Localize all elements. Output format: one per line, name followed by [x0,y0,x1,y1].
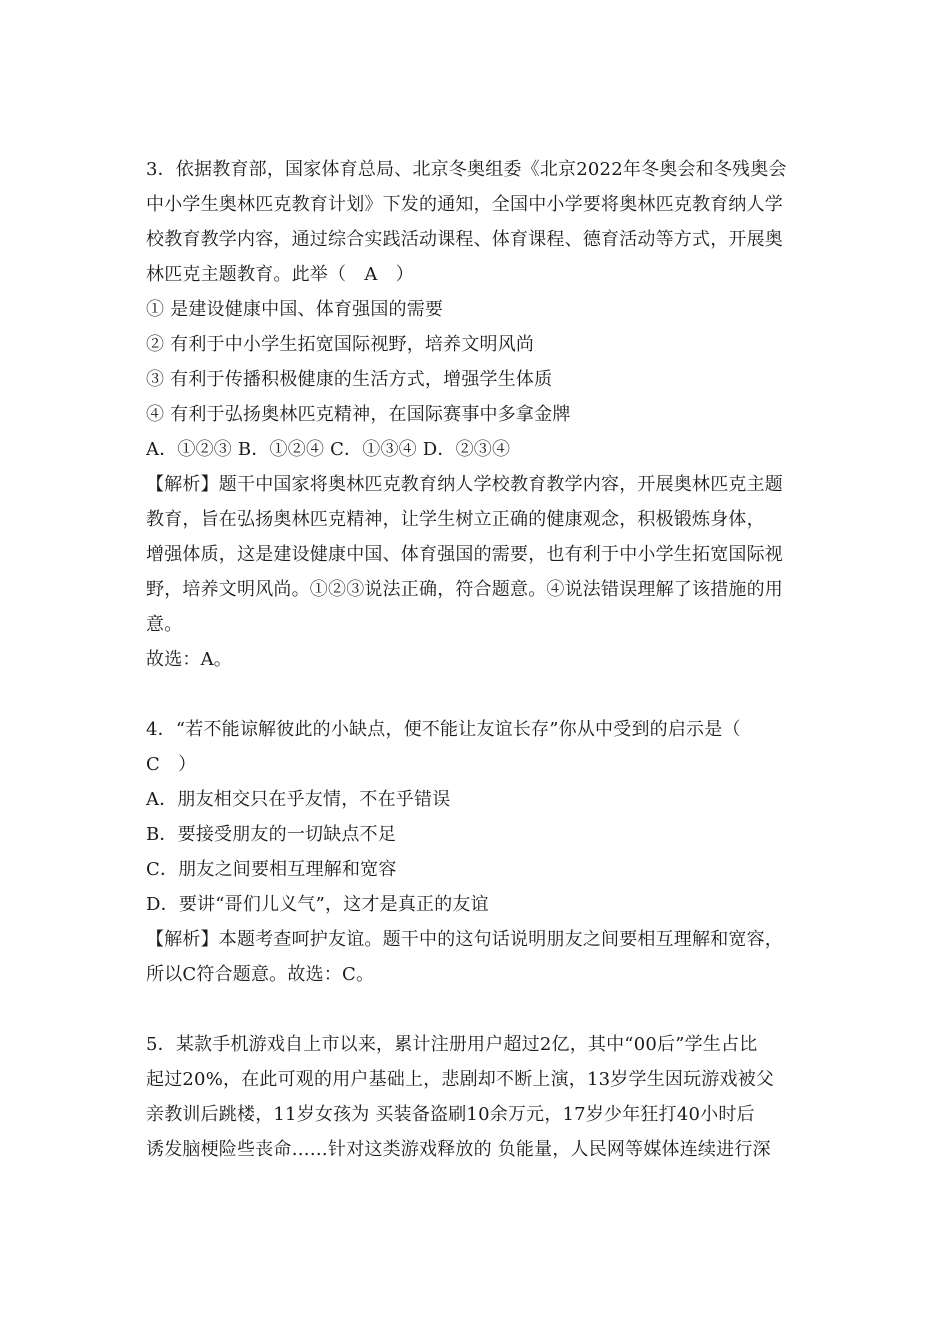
question-5-line-4: 诱发脑梗险些丧命……针对这类游戏释放的 负能量，人民网等媒体连续进行深 [146,1139,771,1160]
question-5 [146,1027,814,1167]
question-3-line-4: 林匹克主题教育。此举（ A ） [146,264,414,285]
question-3-analysis-line-4: 野，培养文明风尚。①②③说法正确，符合题意。④说法错误理解了该措施的用 [146,579,783,600]
question-4-analysis-line-2: 所以C符合题意。故选：C。 [146,964,375,985]
question-3-statement-3: ③ 有利于传播积极健康的生活方式，增强学生体质 [146,369,553,390]
question-3-statement-2: ② 有利于中小学生拓宽国际视野，培养文明风尚 [146,334,535,355]
question-4-option-a: A．朋友相交只在乎友情，不在乎错误 [146,789,451,810]
question-4-option-c: C．朋友之间要相互理解和宽容 [146,859,397,880]
question-5-line-2: 起过20%，在此可观的用户基础上，悲剧却不断上演，13岁学生因玩游戏被父 [146,1069,775,1090]
question-5-line-1: 5．某款手机游戏自上市以来，累计注册用户超过2亿，其中“00后”学生占比 [146,1034,758,1055]
question-3-line-3: 校教育教学内容，通过综合实践活动课程、体育课程、德育活动等方式，开展奥 [146,229,783,250]
question-spacer [146,677,814,712]
question-3-analysis-line-2: 教育，旨在弘扬奥林匹克精神，让学生树立正确的健康观念，积极锻炼身体， [146,509,765,530]
question-4-option-b: B．要接受朋友的一切缺点不足 [146,824,397,845]
question-spacer [146,992,814,1027]
question-4-line-2: C ） [146,754,197,775]
question-4-line-1: 4．“若不能谅解彼此的小缺点，便不能让友谊长存”你从中受到的启示是（ [146,719,741,740]
question-3-answer: 故选：A。 [146,649,232,670]
question-5-line-3: 亲教训后跳楼，11岁女孩为 买装备盗刷10余万元，17岁少年狂打40小时后 [146,1104,755,1125]
question-4 [146,712,814,992]
question-3-line-1: 3．依据教育部，国家体育总局、北京冬奥组委《北京2022年冬奥会和冬残奥会 [146,159,787,180]
question-3 [146,152,814,677]
question-3-statement-1: ① 是建设健康中国、体育强国的需要 [146,299,444,320]
question-4-analysis-line-1: 【解析】本题考查呵护友谊。题干中的这句话说明朋友之间要相互理解和宽容， [146,929,783,950]
question-3-options: A．①②③ B．①②④ C．①③④ D．②③④ [146,439,511,460]
document-page [146,152,814,1167]
question-3-statement-4: ④ 有利于弘扬奥林匹克精神，在国际赛事中多拿金牌 [146,404,571,425]
question-3-analysis-line-1: 【解析】题干中国家将奥林匹克教育纳人学校教育教学内容，开展奥林匹克主题 [146,474,783,495]
question-3-line-2: 中小学生奥林匹克教育计划》下发的通知，全国中小学要将奥林匹克教育纳人学 [146,194,783,215]
question-3-analysis-line-3: 增强体质，这是建设健康中国、体育强国的需要，也有利于中小学生拓宽国际视 [146,544,783,565]
question-3-analysis-line-5: 意。 [146,614,183,635]
question-4-option-d: D．要讲“哥们儿义气”，这才是真正的友谊 [146,894,489,915]
